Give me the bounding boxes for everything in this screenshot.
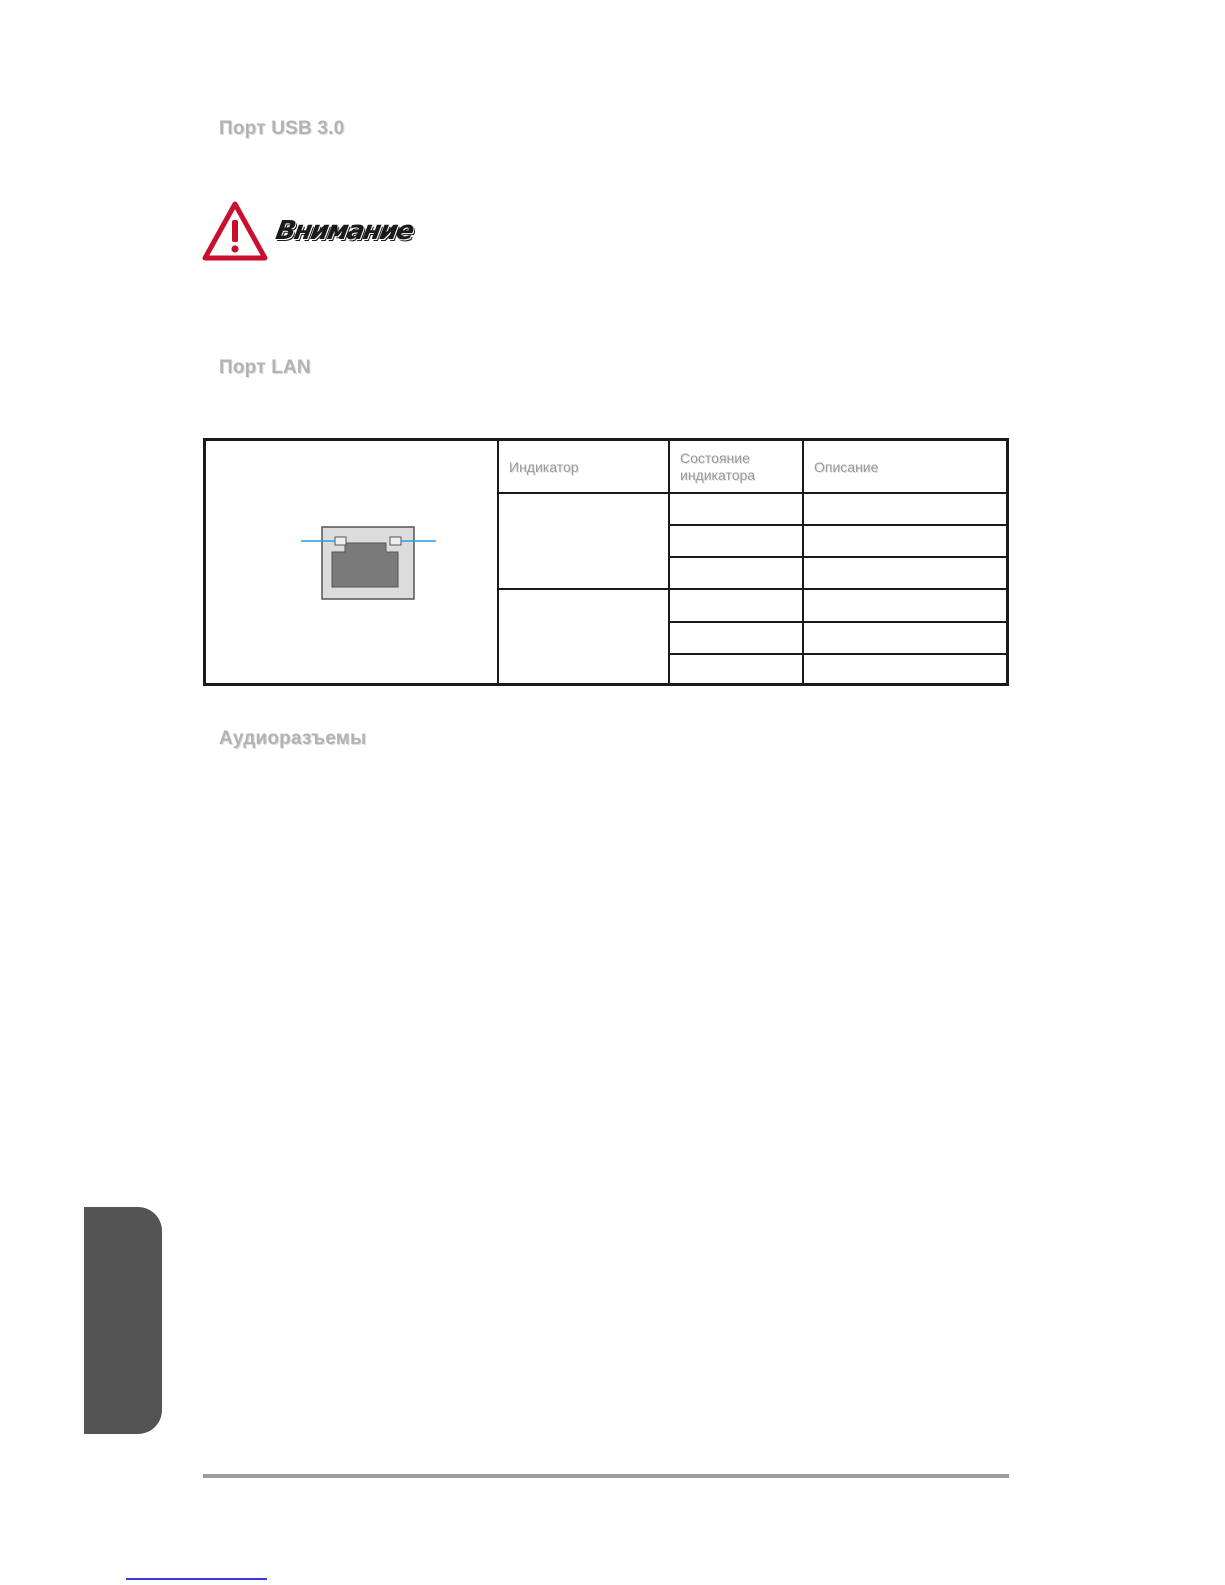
header-indicator: Индикатор <box>509 459 579 475</box>
warning-triangle-icon <box>202 200 268 262</box>
group-separator <box>497 588 1009 590</box>
right-led-indicator <box>390 537 401 545</box>
header-rule <box>497 492 1009 494</box>
header-indicator-state: Состояние индикатора <box>680 450 756 483</box>
row-rule <box>668 524 1009 526</box>
language-side-tab <box>84 1207 162 1434</box>
left-led-indicator <box>335 537 346 545</box>
warning-label: Внимание <box>273 216 416 246</box>
row-rule <box>668 556 1009 558</box>
audio-jacks-heading: Аудиоразъемы <box>219 728 367 749</box>
lan-port-illustration-cell <box>206 441 499 683</box>
footer-rule <box>203 1474 1009 1478</box>
warning-callout <box>202 200 432 264</box>
row-rule <box>668 621 1009 623</box>
column-divider <box>668 441 670 684</box>
lan-port-diagram <box>301 526 436 601</box>
row-rule <box>668 653 1009 655</box>
footer-link-underline[interactable] <box>126 1578 267 1580</box>
header-description: Описание <box>814 459 879 475</box>
lan-port-heading: Порт LAN <box>219 357 311 378</box>
lan-indicator-table <box>203 438 1009 686</box>
usb-port-heading: Порт USB 3.0 <box>219 118 345 139</box>
column-divider <box>802 441 804 684</box>
